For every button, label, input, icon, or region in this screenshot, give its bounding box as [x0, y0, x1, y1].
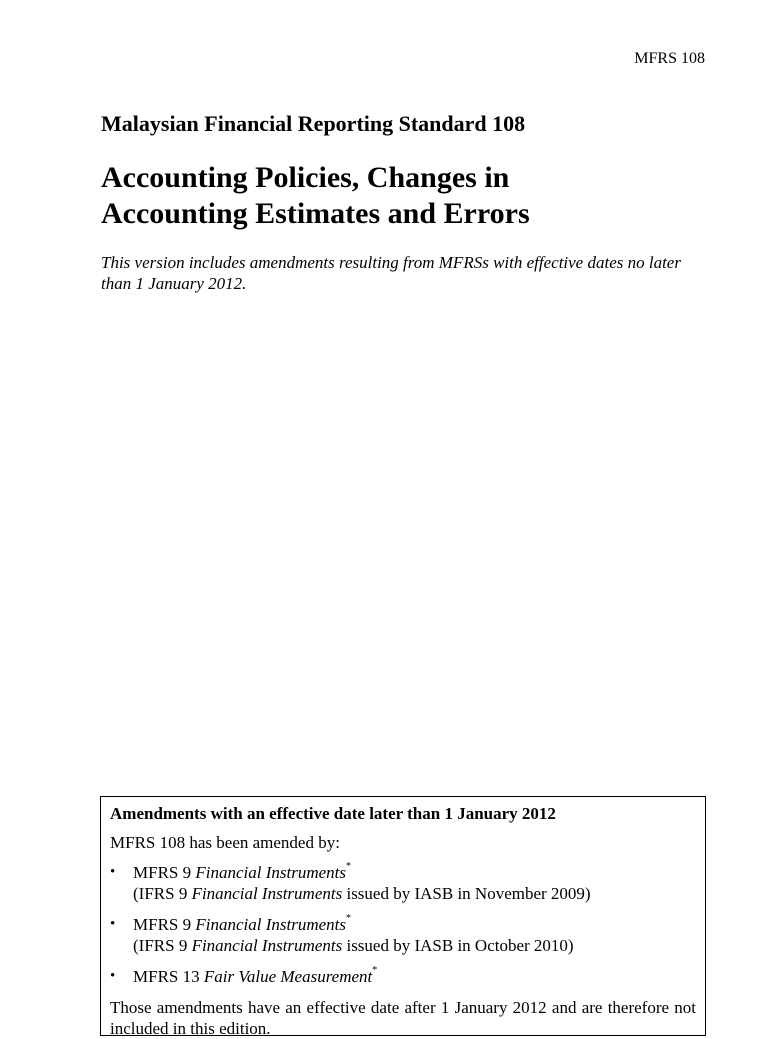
document-title-line-1: Accounting Policies, Changes in: [101, 161, 510, 194]
amendment-standard-line: [133, 862, 696, 883]
amendment-source-line: [133, 935, 696, 956]
amendment-title: Fair Value Measurement: [203, 967, 373, 986]
document-title-line-2: Accounting Estimates and Errors: [101, 197, 530, 230]
amendments-heading: Amendments with an effective date later than 1 January 2012: [110, 804, 556, 823]
amendment-source-open: (IFRS 9: [133, 884, 192, 903]
amendment-source-close: issued by IASB in October 2010): [342, 936, 574, 955]
amendment-standard: MFRS 13: [133, 967, 204, 986]
amendment-standard: MFRS 9: [133, 863, 196, 882]
amendment-source-title: Financial Instruments: [191, 936, 343, 955]
amendment-standard: MFRS 9: [133, 915, 196, 934]
amendments-footer: Those amendments have an effective date after 1 January 2012 and are therefore not included in this edition.: [110, 998, 696, 1038]
bullet-icon: •: [110, 916, 116, 932]
amendments-list: [110, 862, 696, 987]
amendment-source-line: [133, 883, 696, 904]
bullet-icon: •: [110, 968, 116, 984]
amendment-title: Financial Instruments: [195, 915, 347, 934]
document-code-header: MFRS 108: [634, 50, 705, 67]
footnote-marker: *: [346, 861, 352, 872]
standard-name: Malaysian Financial Reporting Standard 108: [101, 111, 526, 136]
amendment-source-open: (IFRS 9: [133, 936, 192, 955]
amendment-item: [110, 862, 696, 904]
amendments-box: [100, 796, 706, 1036]
amendment-source-close: issued by IASB in November 2009): [342, 884, 591, 903]
document-title: [101, 160, 701, 232]
amendment-standard-line: [133, 914, 696, 935]
amendment-item: [110, 914, 696, 956]
footnote-marker: *: [346, 913, 352, 924]
amendment-source-title: Financial Instruments: [191, 884, 343, 903]
amendments-intro: MFRS 108 has been amended by:: [110, 833, 340, 852]
footnote-marker: *: [372, 965, 378, 976]
amendment-standard-line: [133, 966, 696, 987]
amendment-item: [110, 966, 696, 987]
version-note: This version includes amendments resulting from MFRSs with effective dates no later than 1 January 2012.: [101, 253, 681, 293]
bullet-icon: •: [110, 864, 116, 880]
amendment-title: Financial Instruments: [195, 863, 347, 882]
